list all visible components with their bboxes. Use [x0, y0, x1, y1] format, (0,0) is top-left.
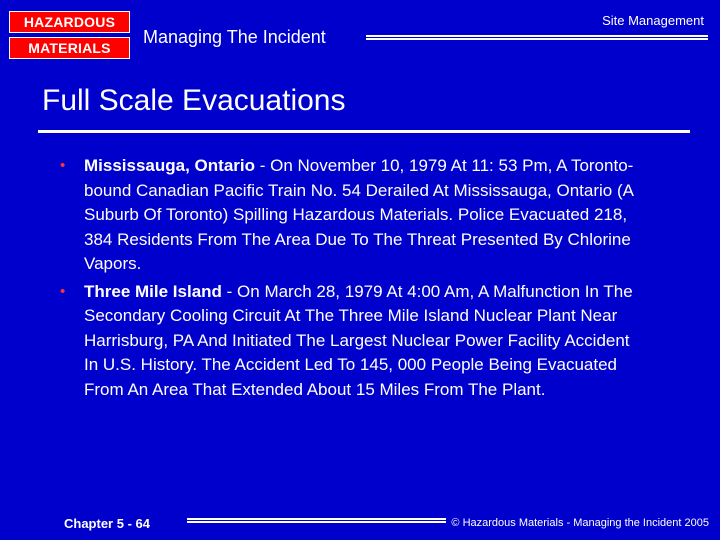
bullet-text: - On March 28, 1979 At 4:00 Am, A Malfunction In The Secondary Cooling Circuit At The Three Mile Island Nuclear Plant Near Harrisburg, PA And Initiated The Largest Nuclear Power Facility Accident In U.S. History. The Accident Led To 145, 000 People Being Evacuated From An Area That Extended About 15 Miles From The Plant.: [84, 281, 633, 399]
bullet-item-mississauga: [60, 154, 644, 277]
header-section-label: Site Management: [602, 13, 704, 28]
bullet-heading: Mississauga, Ontario: [84, 156, 255, 175]
slide-title: Full Scale Evacuations: [42, 84, 346, 117]
bullet-list: [60, 154, 644, 405]
copyright-notice: © Hazardous Materials - Managing the Incident 2005: [451, 517, 709, 529]
header-title: Managing The Incident: [143, 27, 326, 47]
logo-materials: [9, 37, 130, 59]
title-divider: [38, 130, 690, 133]
logo-hazardous: [9, 11, 130, 33]
bullet-text: - On November 10, 1979 At 11: 53 Pm, A Toronto-bound Canadian Pacific Train No. 54 Derailed At Mississauga, Ontario (A Suburb Of Toronto) Spilling Hazardous Materials. Police Evacuated 218, 384 Residents From The Area Due To The Threat Presented By Chlorine Vapors.: [84, 156, 634, 273]
bullet-item-three-mile-island: [60, 280, 644, 403]
logo-hazardous-text: HAZARDOUS: [23, 14, 116, 30]
bullet-marker: •: [60, 282, 66, 300]
footer-divider: [187, 518, 446, 523]
chapter-page-number: Chapter 5 - 64: [64, 516, 150, 531]
bullet-marker: •: [60, 157, 66, 174]
bullet-heading: Three Mile Island: [84, 281, 222, 301]
header-divider: [366, 35, 708, 40]
logo-materials-text: MATERIALS: [28, 40, 111, 56]
